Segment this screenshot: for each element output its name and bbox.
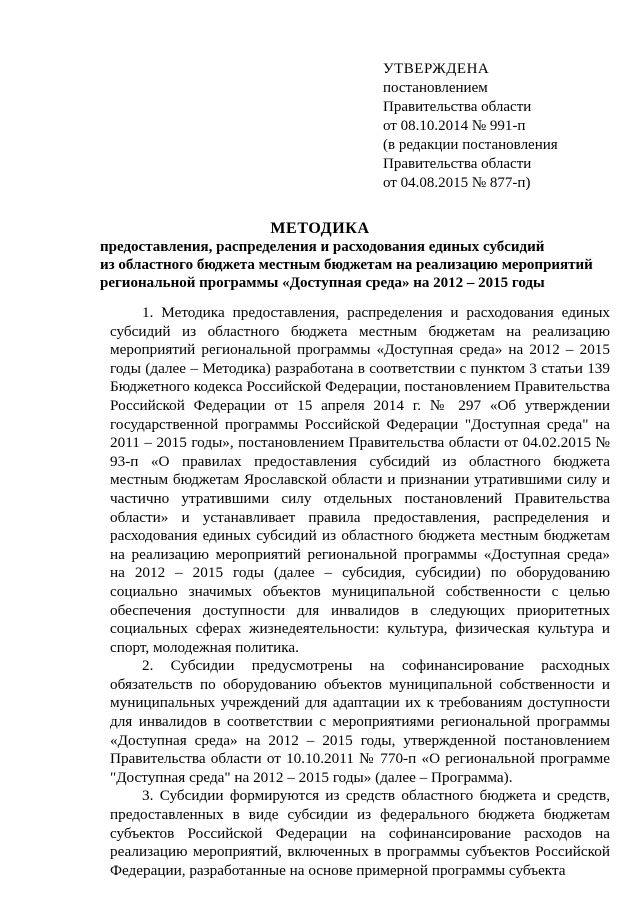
approval-line: от 08.10.2014 № 991-п: [383, 118, 526, 134]
title-heading: МЕТОДИКА: [270, 220, 370, 237]
paragraph-1: 1. Методика предоставления, распределения и расходования единых субсидий из областного бюджета местным бюджетам на реализацию мероприятий региональной программы «Доступная среда» на 2012 – 2015 годы (далее – Методика) разработана в соответствии с пунктом 3 статьи 139 Бюджетного кодекса Российской Федерации, постановлением Правительства Российской Федерации от 15 апреля 2014 г. № 297 «Об утверждении государственной программы Российской Федерации "Доступная среда" на 2011 – 2015 годы», постановлением Правительства области от 04.02.2015 № 93-п «О правилах предоставления субсидий из областного бюджета местным бюджетам Ярославской области и признании утратившими силу и частично утратившими силу отдельных постановлений Правительства области» и устанавливает правила предоставления, распределения и расходования единых субсидий из областного бюджета местным бюджетам на реализацию мероприятий региональной программы «Доступная среда» на 2012 – 2015 годы (далее – субсидия, субсидии) по оборудованию социально значимых объектов муниципальной собственности с целью обеспечения доступности для инвалидов в следующих приоритетных социальных сферах жизнедеятельности: культура, физическая культура и спорт, молодежная политика.: [110, 304, 610, 656]
approval-line: от 04.08.2015 № 877-п): [383, 175, 531, 191]
document-body: [110, 304, 610, 880]
approval-line: Правительства области: [383, 99, 532, 115]
title-subtitle-line: из областного бюджета местным бюджетам на реализацию мероприятий: [100, 257, 593, 273]
paragraph-2: 2. Субсидии предусмотрены на софинансирование расходных обязательств по оборудованию объектов муниципальной собственности и муниципальных учреждений для адаптации их к требованиям доступности для инвалидов в соответствии с мероприятиями региональной программы «Доступная среда» на 2012 – 2015 годы, утвержденной постановлением Правительства области от 10.10.2011 № 770-п «О региональной программе "Доступная среда" на 2012 – 2015 годы» (далее – Программа).: [110, 657, 610, 786]
paragraph-3: 3. Субсидии формируются из средств областного бюджета и средств, предоставленных в виде субсидии из федерального бюджета бюджетам субъектов Российской Федерации на софинансирование расходов на реализацию мероприятий, включенных в программы субъектов Российской Федерации, разработанные на основе примерной программы субъекта: [110, 787, 610, 879]
approval-stamp: [383, 60, 558, 193]
approval-heading: УТВЕРЖДЕНА: [383, 61, 490, 77]
title-subtitle-line: региональной программы «Доступная среда» на 2012 – 2015 годы: [100, 275, 545, 291]
approval-line: (в редакции постановления: [383, 137, 558, 153]
approval-line: постановлением: [383, 80, 488, 96]
title-subtitle-line: предоставления, распределения и расходования единых субсидий: [100, 239, 545, 255]
approval-line: Правительства области: [383, 156, 532, 172]
document-title: [100, 219, 593, 292]
